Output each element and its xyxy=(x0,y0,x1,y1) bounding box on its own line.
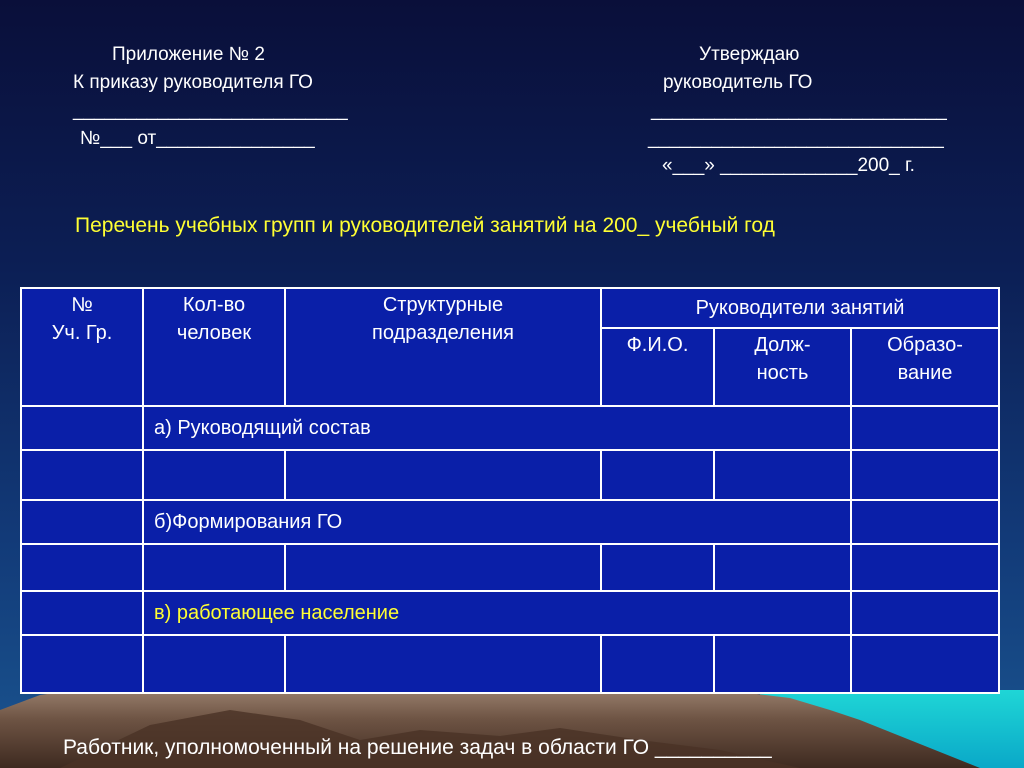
header-position: Долж- ность xyxy=(714,328,851,406)
table-cell[interactable] xyxy=(714,635,851,693)
table-cell[interactable] xyxy=(21,591,143,635)
header-education: Образо- вание xyxy=(851,328,999,406)
header-structural-units: Структурные подразделения xyxy=(285,288,601,406)
header-group-number: № Уч. Гр. xyxy=(21,288,143,406)
order-blank-line: __________________________ xyxy=(73,100,348,121)
approver-name-line: ____________________________ xyxy=(648,128,944,149)
table-cell[interactable] xyxy=(285,635,601,693)
section-b-label: б)Формирования ГО xyxy=(143,500,851,544)
table-cell[interactable] xyxy=(851,544,999,591)
table-cell[interactable] xyxy=(601,635,714,693)
table-cell[interactable] xyxy=(714,544,851,591)
approver-signature-line: ____________________________ xyxy=(651,100,947,121)
order-number-date: №___ от_______________ xyxy=(80,128,315,149)
page-title: Перечень учебных групп и руководителей занятий на 200_ учебный год xyxy=(75,214,775,237)
order-reference: К приказу руководителя ГО xyxy=(73,72,313,93)
table-cell[interactable] xyxy=(143,635,285,693)
table-cell[interactable] xyxy=(714,450,851,500)
table-cell[interactable] xyxy=(851,635,999,693)
approval-heading: Утверждаю xyxy=(699,44,800,65)
approver-title: руководитель ГО xyxy=(663,72,813,93)
table-cell[interactable] xyxy=(21,500,143,544)
header-people-count: Кол-во человек xyxy=(143,288,285,406)
header-instructors: Руководители занятий xyxy=(601,288,999,328)
table-cell[interactable] xyxy=(21,544,143,591)
table-cell[interactable] xyxy=(143,544,285,591)
table-cell[interactable] xyxy=(851,500,999,544)
study-groups-table xyxy=(20,287,1000,694)
table-cell[interactable] xyxy=(285,450,601,500)
header-full-name: Ф.И.О. xyxy=(601,328,714,406)
table-cell[interactable] xyxy=(851,406,999,450)
table-cell[interactable] xyxy=(851,450,999,500)
table-cell[interactable] xyxy=(851,591,999,635)
table-cell[interactable] xyxy=(21,635,143,693)
table-cell[interactable] xyxy=(143,450,285,500)
approval-date: «___» _____________200_ г. xyxy=(662,155,915,176)
table-cell[interactable] xyxy=(601,544,714,591)
section-c-label: в) работающее население xyxy=(143,591,851,635)
responsible-employee-line: Работник, уполномоченный на решение задач в области ГО __________ xyxy=(63,736,772,759)
table-cell[interactable] xyxy=(21,450,143,500)
table-cell[interactable] xyxy=(601,450,714,500)
table-cell[interactable] xyxy=(21,406,143,450)
appendix-number: Приложение № 2 xyxy=(112,44,265,65)
table-cell[interactable] xyxy=(285,544,601,591)
section-a-label: а) Руководящий состав xyxy=(143,406,851,450)
